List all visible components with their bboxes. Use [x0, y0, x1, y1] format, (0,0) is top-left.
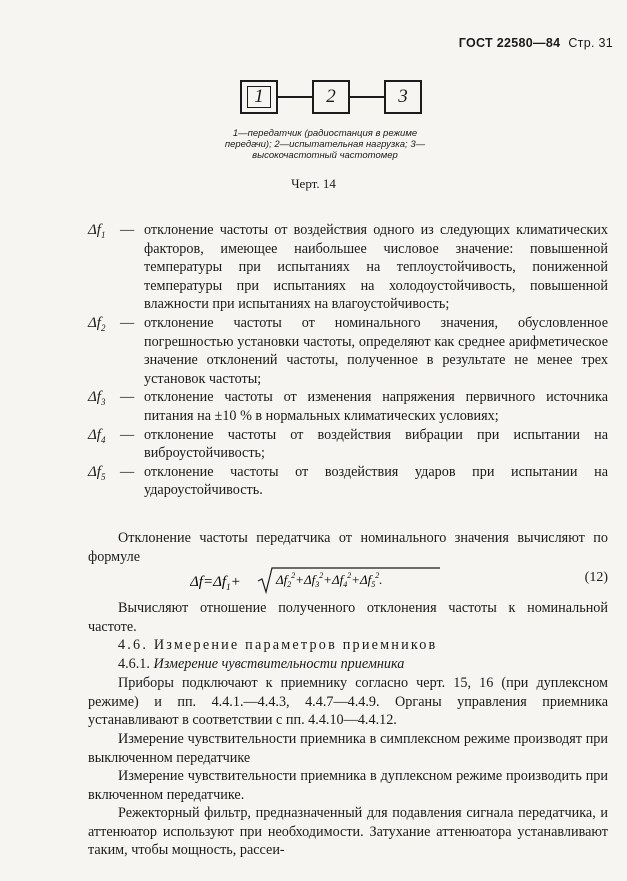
- diagram-box-load: 2: [312, 80, 350, 114]
- duplex-paragraph: Измерение чувствительности приемника в дуплексном режиме производить при включенном передатчике.: [88, 768, 608, 803]
- definition-item: [88, 314, 608, 388]
- simplex-paragraph: Измерение чувствительности приемника в симплексном режиме производят при выключенном передатчике: [88, 731, 608, 766]
- svg-text:Δf=Δf1+: $\Delta f=\Delta f_1+$: [190, 574, 241, 592]
- diagram-box-1-inner: 1: [247, 86, 271, 108]
- ratio-paragraph: Вычисляют отношение полученного отклонения частоты к номинальной частоте.: [88, 600, 608, 635]
- definition-item: [88, 463, 608, 500]
- formula-expression: [190, 566, 450, 596]
- subsection-number: 4.6.1.: [118, 656, 150, 672]
- page-header: [459, 36, 613, 50]
- definition-symbol: $\Delta f_3$: [88, 389, 106, 408]
- formula-number: (12): [584, 570, 608, 585]
- formula-12: [190, 566, 608, 594]
- definition-text: отклонение частоты от воздействия ударов при испытании на удароустойчивость.: [144, 463, 608, 499]
- definition-symbol: $\Delta f_4$: [88, 426, 106, 445]
- definition-item: [88, 426, 608, 463]
- page-number: Стр. 31: [568, 36, 613, 50]
- definition-text: отклонение частоты от воздействия вибрации при испытании на виброустойчивость;: [144, 426, 608, 462]
- definitions-list: [88, 221, 608, 500]
- definition-dash: —: [120, 222, 135, 238]
- definition-dash: —: [120, 426, 135, 443]
- figure-caption: 1—передатчик (радиостанция в режиме передачи); 2—испытательная нагрузка; 3—высокочастотный частотомер: [224, 128, 426, 161]
- subsection-title: Измерение чувствительности приемника: [153, 656, 405, 672]
- figure-label: Черт. 14: [291, 176, 336, 191]
- definition-symbol: $\Delta f_5$: [88, 463, 106, 482]
- diagram-box-frequency-meter: 3: [384, 80, 422, 114]
- connection-paragraph: Приборы подключают к приемнику согласно черт. 15, 16 (при дуплексном режиме) и пп. 4.4.1.—4.4.3, 4.4.7—4.4.9. Органы управления приемника устанавливают в соответствии с пп. 4.4.10—4.4.12.: [88, 675, 608, 729]
- definition-dash: —: [120, 314, 135, 331]
- definition-item: [88, 221, 608, 314]
- definition-symbol: $\Delta f_1$: [88, 222, 106, 240]
- filter-paragraph: Режекторный фильтр, предназначенный для подавления сигнала передатчика, и аттенюатор используют при необходимости. Затухание аттенюатора устанавливают таким, чтобы мощность, рассеи-: [88, 805, 608, 859]
- section-heading: 4.6. Измерение параметров приемников: [118, 637, 438, 653]
- definition-item: [88, 388, 608, 425]
- definition-text: отклонение частоты от номинального значения, обусловленное погрешностью установки частоты, определяют как среднее арифметическое значение отклонений частоты, полученное в результате не менее трех установок частоты;: [144, 314, 608, 387]
- definition-text: отклонение частоты от изменения напряжения первичного источника питания на ±10 % в нормальных климатических условиях;: [144, 389, 608, 424]
- definition-text: отклонение частоты от воздействия одного из следующих климатических факторов, имеющее наибольшее числовое значение: повышенной температуры при испытаниях на теплоустойчивость, пониженной температуры при испытаниях на холодоустойчивость, повышенной влажности при испытаниях на влагоустойчивость;: [144, 222, 608, 313]
- standard-number: ГОСТ 22580—84: [458, 36, 561, 50]
- definition-dash: —: [120, 389, 135, 406]
- block-diagram: [238, 80, 428, 120]
- definition-symbol: $\Delta f_2$: [88, 314, 106, 333]
- diagram-connector: [278, 96, 312, 98]
- definition-dash: —: [120, 463, 135, 480]
- diagram-box-transmitter: [240, 80, 278, 114]
- diagram-connector: [350, 96, 384, 98]
- subsection-heading: [118, 655, 608, 674]
- svg-text:Δf22+Δf32+Δf42+Δf52.: $\Delta f_2^2+\Delta f_3^2+\Delta f_4^2+\Delta f_5^2$.: [276, 571, 383, 589]
- formula-intro-paragraph: Отклонение частоты передатчика от номинального значения вычисляют по формуле: [88, 530, 608, 565]
